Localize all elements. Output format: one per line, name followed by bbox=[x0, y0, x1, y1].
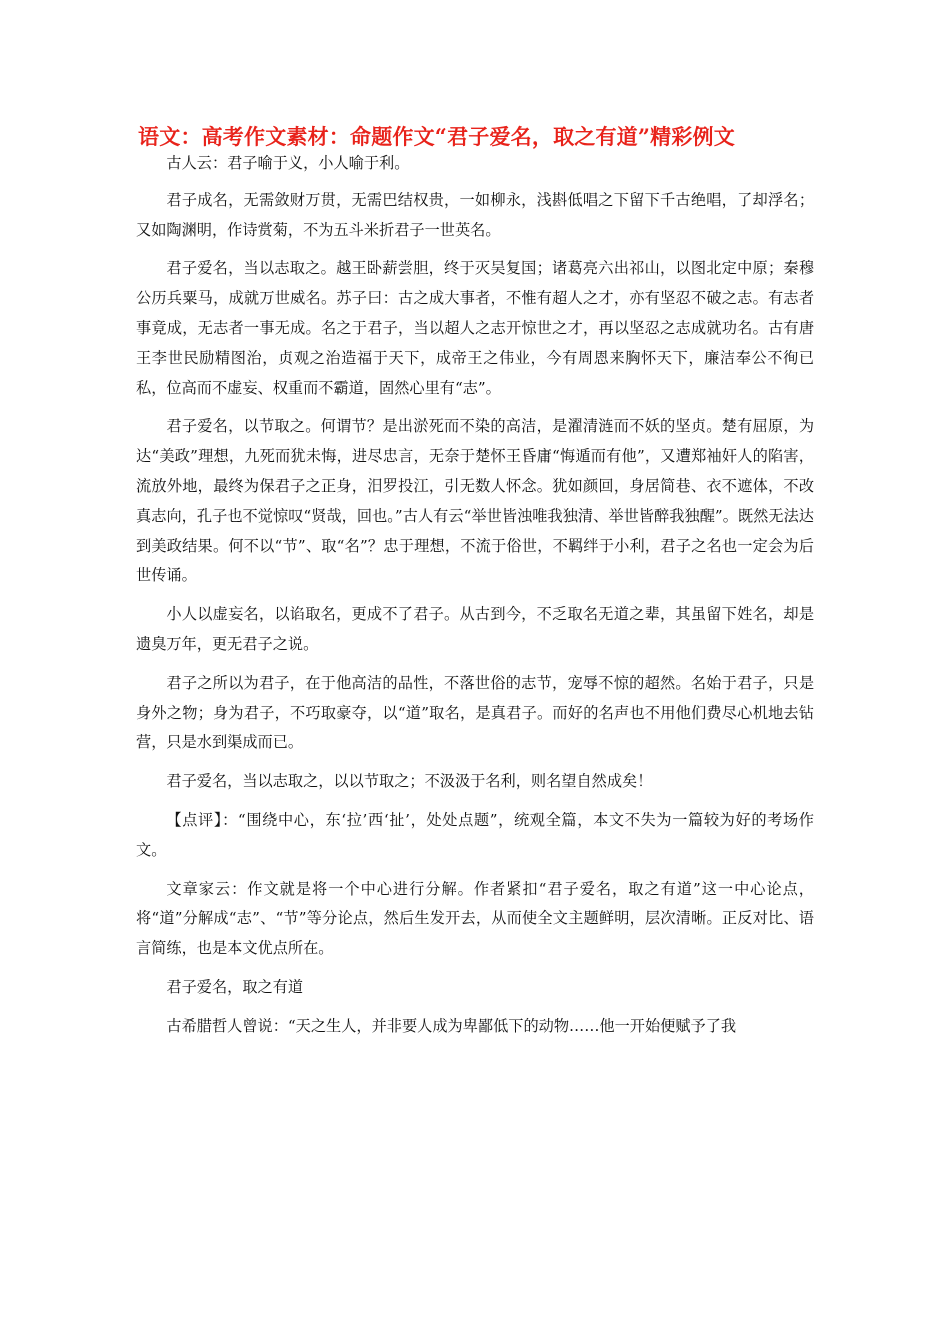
analysis-paragraph: 文章家云：作文就是将一个中心进行分解。作者紧扣“君子爱名，取之有道”这一中心论点，将“道”分解成“志”、“节”等分论点，然后生发开去，从而使全文主题鲜明，层次清晰。正反对比、语言简练，也是本文优点所在。 bbox=[136, 879, 814, 958]
paragraph-6: 君子之所以为君子，在于他高洁的品性，不落世俗的志节，宠辱不惊的超然。名始于君子，只是身外之物；身为君子，不巧取豪夺，以“道”取名，是真君子。而好的名声也不用他们费尽心机地去钻营，只是水到渠成而已。 bbox=[136, 673, 814, 752]
paragraph-1: 古人云：君子喻于义，小人喻于利。 bbox=[166, 154, 410, 172]
paragraph-5: 小人以虚妄名，以谄取名，更成不了君子。从古到今，不乏取名无道之辈，其虽留下姓名，却是遗臭万年，更无君子之说。 bbox=[136, 605, 814, 653]
comment-paragraph: 【点评】：“围绕中心，东‘拉’西‘扯’，处处点题”，统观全篇，本文不失为一篇较为好的考场作文。 bbox=[136, 810, 814, 859]
paragraph-4: 君子爱名，以节取之。何谓节？是出淤死而不染的高洁，是濯清涟而不妖的坚贞。楚有屈原，为达“美政”理想，九死而犹未悔，进尽忠言，无奈于楚怀王昏庸“悔遁而有他”，又遭郑袖奸人的陷害，流放外地，最终为保君子之正身，汨罗投江，引无数人怀念。犹如颜回，身居简巷、衣不遮体，不改真志向，孔子也不觉惊叹“贤哉，回也。”古人有云“举世皆浊唯我独清、举世皆醉我独醒”。既然无法达到美政结果。何不以“节”、取“名”？忠于理想，不流于俗世，不羁绊于小利，君子之名也一定会为后世传诵。 bbox=[136, 417, 814, 585]
document-title: 语文：高考作文素材：命题作文“君子爱名，取之有道”精彩例文 bbox=[138, 124, 735, 149]
article-body bbox=[136, 149, 814, 1051]
subtitle-paragraph: 君子爱名，取之有道 bbox=[166, 977, 304, 996]
paragraph-7: 君子爱名，当以志取之，以以节取之；不汲汲于名利，则名望自然成矣！ bbox=[166, 772, 653, 791]
final-paragraph: 古希腊哲人曾说：“天之生人，并非要人成为卑鄙低下的动物……他一开始便赋予了我 bbox=[166, 1016, 737, 1035]
paragraph-3: 君子爱名，当以志取之。越王卧薪尝胆，终于灭吴复国；诸葛亮六出祁山，以图北定中原；秦穆公历兵粟马，成就万世威名。苏子曰：古之成大事者，不惟有超人之才，亦有坚忍不破之志。有志者事竟成，无志者一事无成。名之于君子，当以超人之志开惊世之才，再以坚忍之志成就功名。古有唐王李世民励精图治，贞观之治造福于天下，成帝王之伟业，今有周恩来胸怀天下，廉洁奉公不徇已私，位高而不虚妄、权重而不霸道，固然心里有“志”。 bbox=[136, 259, 814, 397]
paragraph-2: 君子成名，无需敛财万贯，无需巴结权贵，一如柳永，浅斟低唱之下留下千古绝唱，了却浮名；又如陶渊明，作诗赏菊，不为五斗米折君子一世英名。 bbox=[136, 190, 814, 239]
